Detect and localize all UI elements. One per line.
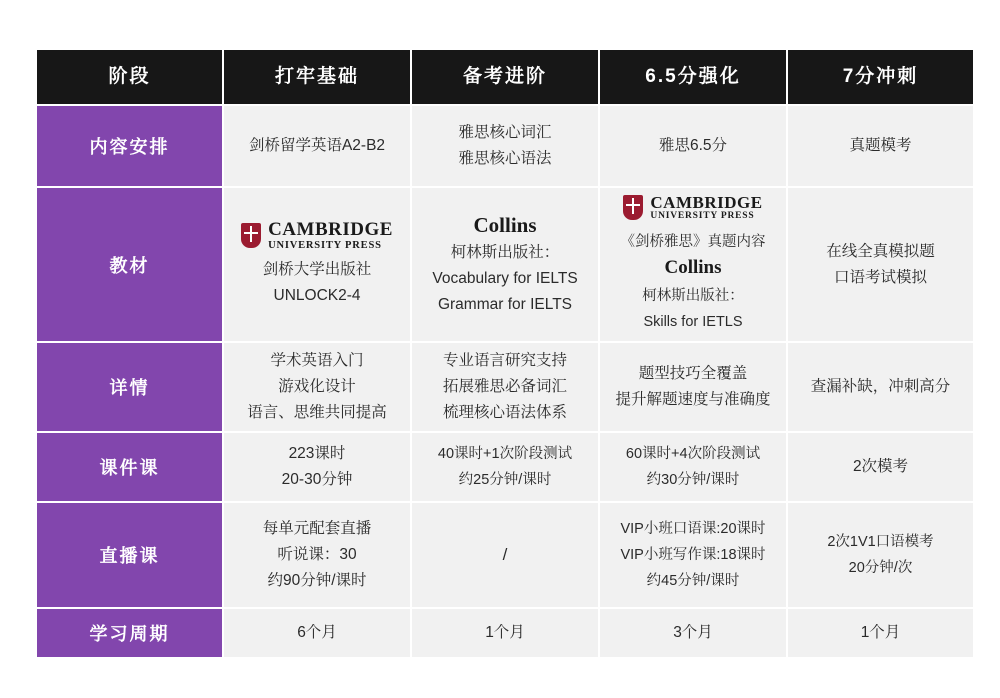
- row-label-details: 详情: [37, 343, 222, 431]
- cell-line: 真题模考: [849, 137, 912, 154]
- row-label-live: 直播课: [37, 503, 222, 607]
- cell-cycle-intensive: [600, 609, 786, 657]
- cell-line: 40课时+1次阶段测试: [437, 446, 573, 463]
- cell-content-intensive: [600, 106, 786, 186]
- cell-line: VIP小班写作课:18课时: [620, 547, 766, 564]
- cell-live-intensive: [600, 503, 786, 607]
- cambridge-logo: [623, 194, 762, 222]
- cell-courseware-advanced: [412, 433, 598, 501]
- cell-details-advanced: [412, 343, 598, 431]
- cell-line: 2次模考: [852, 458, 909, 476]
- cell-line: 拓展雅思必备词汇: [442, 378, 567, 396]
- cell-details-foundation: [224, 343, 410, 431]
- cell-live-sprint: [788, 503, 973, 607]
- collins-logo: Collins: [473, 212, 537, 237]
- cell-live-advanced: [412, 503, 598, 607]
- cambridge-logo-title: CAMBRIDGE: [268, 219, 393, 241]
- row-label-cycle: 学习周期: [37, 609, 222, 657]
- cell-cycle-advanced: [412, 609, 598, 657]
- cell-content-foundation: [224, 106, 410, 186]
- cell-line: 1个月: [485, 624, 525, 642]
- cell-line: 20分钟/次: [848, 560, 913, 577]
- cell-line: UNLOCK2-4: [273, 287, 361, 305]
- row-label-materials: 教材: [37, 188, 222, 341]
- cell-line: 20-30分钟: [281, 471, 353, 489]
- cell-courseware-sprint: [788, 433, 973, 501]
- cell-materials-sprint: [788, 188, 973, 341]
- cambridge-logo-subtitle: UNIVERSITY PRESS: [650, 210, 755, 221]
- cell-line: 约30分钟/课时: [646, 472, 740, 489]
- cambridge-crest-icon: [623, 195, 643, 220]
- cell-line: 60课时+4次阶段测试: [625, 446, 761, 463]
- header-cell-stage: 阶段: [37, 50, 222, 104]
- cell-line: 柯林斯出版社：: [642, 288, 744, 305]
- cell-line: 口语考试模拟: [833, 268, 927, 286]
- cell-materials-foundation: [224, 188, 410, 341]
- cell-line: 语言、思维共同提高: [247, 404, 387, 422]
- cell-cycle-foundation: [224, 609, 410, 657]
- material-block: [600, 188, 786, 341]
- cell-line: 专业语言研究支持: [442, 352, 567, 370]
- cell-details-sprint: [788, 343, 973, 431]
- cell-line: Skills for IETLS: [643, 314, 743, 331]
- material-block: [224, 214, 410, 315]
- table-row: [37, 106, 973, 186]
- cell-line: 查漏补缺，冲刺高分: [810, 378, 951, 396]
- cell-line: 提升解题速度与准确度: [615, 391, 771, 409]
- row-label-courseware: 课件课: [37, 433, 222, 501]
- table-row: [37, 188, 973, 341]
- cell-line: 雅思核心词汇: [458, 124, 552, 141]
- cambridge-crest-icon: [241, 223, 261, 248]
- cell-details-intensive: [600, 343, 786, 431]
- cell-line: 约25分钟/课时: [458, 472, 552, 489]
- cell-line: 游戏化设计: [278, 378, 356, 396]
- cell-line: 223课时: [288, 445, 346, 463]
- cell-line: Grammar for IELTS: [437, 295, 573, 313]
- cell-materials-advanced: [412, 188, 598, 341]
- cell-line: 剑桥留学英语A2-B2: [248, 137, 386, 154]
- cell-line: 柯林斯出版社：: [450, 243, 560, 261]
- cell-line: 在线全真模拟题: [826, 242, 935, 260]
- header-cell-advanced: 备考进阶: [412, 50, 598, 104]
- cell-line: 学术英语入门: [270, 352, 364, 370]
- cell-line: 剑桥大学出版社: [262, 261, 372, 279]
- cell-line: 约45分钟/课时: [646, 573, 740, 590]
- cambridge-logo-subtitle: UNIVERSITY PRESS: [268, 240, 382, 252]
- course-plan-table: [35, 48, 975, 659]
- row-label-content: 内容安排: [37, 106, 222, 186]
- cell-line: 3个月: [673, 624, 713, 642]
- cell-content-advanced: [412, 106, 598, 186]
- table-row: [37, 343, 973, 431]
- table-row: [37, 609, 973, 657]
- cell-courseware-foundation: [224, 433, 410, 501]
- cell-content-sprint: [788, 106, 973, 186]
- cambridge-logo-title: CAMBRIDGE: [650, 193, 763, 212]
- cell-cycle-sprint: [788, 609, 973, 657]
- cell-courseware-intensive: [600, 433, 786, 501]
- cambridge-wordmark: [650, 194, 762, 222]
- table-header-row: [37, 50, 973, 104]
- cambridge-wordmark: [268, 220, 393, 251]
- collins-logo: Collins: [664, 257, 722, 279]
- cell-line: 梳理核心语法体系: [442, 404, 567, 422]
- cell-line: /: [502, 545, 508, 565]
- header-cell-foundation: 打牢基础: [224, 50, 410, 104]
- cell-line: 《剑桥雅思》真题内容: [620, 234, 766, 251]
- table-row: [37, 433, 973, 501]
- material-block: [412, 206, 598, 324]
- cell-line: 2次1V1口语模考: [827, 534, 934, 551]
- cell-line: 每单元配套直播: [262, 520, 372, 538]
- cell-line: 雅思6.5分: [658, 137, 728, 154]
- cell-live-foundation: [224, 503, 410, 607]
- cell-line: 6个月: [297, 624, 337, 642]
- cell-line: 题型技巧全覆盖: [638, 365, 748, 383]
- table-row: [37, 503, 973, 607]
- cell-line: VIP小班口语课:20课时: [620, 521, 766, 538]
- cell-line: 雅思核心语法: [458, 150, 552, 167]
- cell-line: 听说课：30: [277, 546, 357, 564]
- header-cell-sprint: 7分冲刺: [788, 50, 973, 104]
- cell-line: 约90分钟/课时: [267, 572, 367, 590]
- cell-materials-intensive: [600, 188, 786, 341]
- cell-line: 1个月: [860, 624, 901, 642]
- cell-line: Vocabulary for IELTS: [432, 269, 578, 287]
- header-cell-intensive: 6.5分强化: [600, 50, 786, 104]
- cambridge-logo: [241, 220, 393, 251]
